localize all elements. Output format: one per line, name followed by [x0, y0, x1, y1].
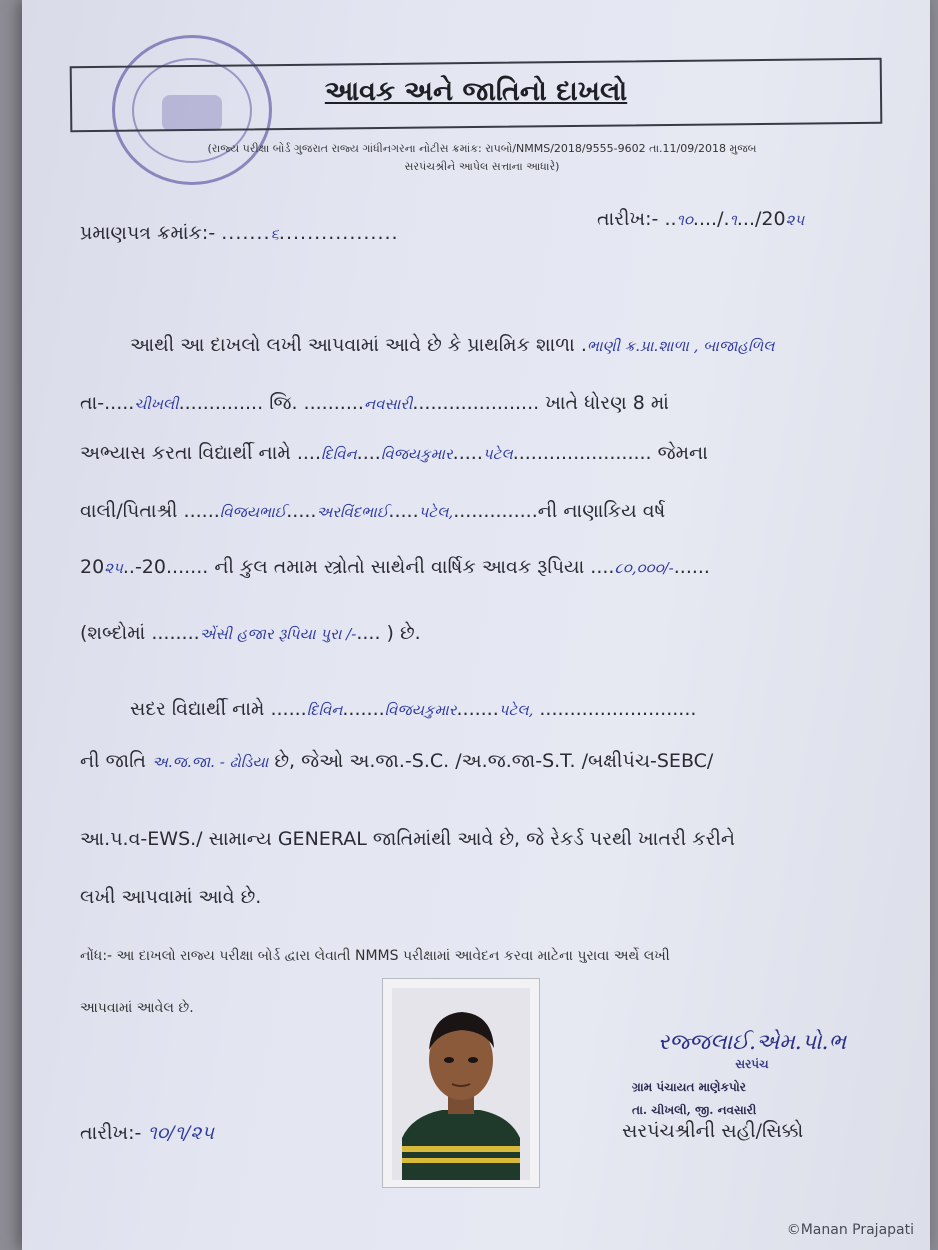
caste-text-a: છે, જેઓ અ.જા.-S.C. /અ.જ.જા-S.T. /બક્ષીપંચ-SEBC/	[274, 750, 714, 772]
certificate-number-label: પ્રમાણપત્ર ક્રમાંક:-	[80, 222, 216, 244]
taluka-value: ચીખલી	[134, 395, 179, 413]
body-text-1: આથી આ દાખલો લખી આપવામાં આવે છે કે પ્રાથમિક શાળા	[130, 334, 575, 356]
body-line-2: તા-.....ચીખલી.............. જિ. ..........નવસારી..................... ખાતે ધોરણ 8 માં	[80, 392, 669, 414]
caste-text-b: આ.પ.વ-EWS./ સામાન્ય GENERAL જાતિમાંથી આવે છે, જે રેકર્ડ પરથી ખાતરી કરીને	[80, 828, 736, 850]
guardian-label: વાલી/પિતાશ્રી	[80, 500, 178, 522]
income-text: ની કુલ તમામ સ્ત્રોતો સાથેની વાર્ષિક આવક રૂપિયા	[214, 556, 585, 578]
date-label: તારીખ:-	[597, 208, 659, 230]
fy-prefix: 20	[80, 556, 105, 578]
footer-date-label: તારીખ:-	[80, 1122, 142, 1144]
p2-last-name: પટેલ,	[498, 701, 534, 719]
subtitle-line-1: (રાજ્ય પરીક્ષા બોર્ડ ગુજરાત રાજ્ય ગાંધીનગરના નોટીસ ક્રમાંક: રાપબો/NMMS/2018/9555-9602 તા.11/09/2018 મુજબ	[207, 142, 757, 155]
student-first-name: દિવિન	[320, 445, 357, 463]
sarpanch-signature: રજ્જલાઈ.એમ.પો.ભ	[657, 1030, 847, 1055]
photo-credit: ©Manan Prajapati	[786, 1222, 914, 1238]
khate-text: ખાતે ધોરણ 8 માં	[545, 392, 669, 414]
certificate-title: આવક અને જાતિનો દાખલો	[324, 76, 628, 107]
guardian-first-name: વિજયભાઈ	[219, 503, 287, 521]
fy-hand: ૨૫	[104, 559, 123, 577]
p2-first-name: દિવિન	[306, 701, 343, 719]
body-line-1: આથી આ દાખલો લખી આપવામાં આવે છે કે પ્રાથમિક શાળા .ભાણી ક્ર.પ્રા.શાળા , બાજાહળિલ	[130, 334, 775, 356]
body-line-8	[80, 750, 713, 772]
certificate-number-value: ૬	[270, 225, 279, 243]
date-month: ૧	[729, 211, 737, 229]
student-photo	[392, 988, 530, 1180]
footer-date-row	[80, 1122, 214, 1144]
district-value: નવસારી	[363, 395, 413, 413]
date-year-prefix: 20	[761, 208, 786, 230]
date-day: ૧૦	[676, 211, 693, 229]
guardian-last-name: પટેલ,	[418, 503, 454, 521]
subtitle	[82, 140, 882, 176]
student-middle-name: વિજયકુમાર	[380, 445, 453, 463]
words-amount: એંસી હજાર રૂપિયા પુરા /-	[199, 625, 357, 643]
p2-middle-name: વિજયકુમાર	[384, 701, 457, 719]
p2-text: સદર વિદ્યાર્થી નામે	[130, 698, 265, 720]
certificate-paper	[22, 0, 930, 1250]
body-line-4: વાલી/પિતાશ્રી ......વિજયભાઈ.....અરવિંદભાઈ.....પટેલ,..............ની નાણાકિય વર્ષ	[80, 500, 666, 522]
sarpanch-title: સરપંચ	[735, 1057, 769, 1071]
signature-block	[622, 1030, 882, 1142]
caste-value: અ.જ.જા. - ઢોડિયા	[152, 753, 269, 771]
date-year-suffix: ૨૫	[785, 211, 805, 229]
abhyas-text: અભ્યાસ કરતા વિદ્યાર્થી નામે	[80, 442, 291, 464]
body-line-9	[80, 828, 735, 850]
taluka-label: તા-	[80, 392, 105, 414]
body-line-5: 20૨૫..-20....... ની કુલ તમામ સ્ત્રોતો સાથેની વાર્ષિક આવક રૂપિયા ....૮૦,૦૦૦/-......	[80, 556, 710, 578]
date-row: તારીખ:- ..૧૦..../.૧.../20૨૫	[597, 208, 805, 230]
body-line-10	[80, 886, 261, 908]
fy-dash: -20	[134, 556, 166, 578]
footer-date-value: ૧૦/૧/૨૫	[147, 1122, 214, 1144]
certificate-number-row: પ્રમાણપત્ર ક્રમાંક:- .......૬.................	[80, 222, 399, 244]
note-line-2: આપવામાં આવેલ છે.	[80, 1000, 194, 1016]
district-label: જિ.	[269, 392, 298, 414]
note-line-1: નોંધ:- આ દાખલો રાજ્ય પરીક્ષા બોર્ડ દ્વારા લેવાતી NMMS પરીક્ષામાં આવેદન કરવા માટેના પુરાવા અર્થે લખી	[80, 948, 670, 964]
student-portrait-icon	[392, 988, 530, 1180]
body-line-3: અભ્યાસ કરતા વિદ્યાર્થી નામે ....દિવિન....વિજયકુમાર.....પટેલ....................... જેમના	[80, 442, 708, 464]
nanakiya-text: ની નાણાકિય વર્ષ	[537, 500, 666, 522]
caste-text-c: લખી આપવામાં આવે છે.	[80, 886, 262, 908]
caste-label: ની જાતિ	[80, 750, 147, 772]
body-line-6: (શબ્દોમાં ........એંસી હજાર રૂપિયા પુરા /-.... ) છે.	[80, 622, 421, 644]
school-name: ભાણી ક્ર.પ્રા.શાળા , બાજાહળિલ	[586, 337, 775, 355]
body-line-7: સદર વિદ્યાર્થી નામે ......દિવિન.......વિજયકુમાર.......પટેલ, ..........................	[130, 698, 697, 720]
panchayat-taluka: તા. ચીખલી, જી. નવસારી	[632, 1103, 757, 1117]
words-end: ) છે.	[386, 622, 421, 644]
gram-panchayat: ગ્રામ પંચાયત માણેકપોર	[632, 1080, 746, 1094]
words-label: (શબ્દોમાં	[80, 622, 146, 644]
signature-label: સરપંચશ્રીની સહી/સિક્કો	[622, 1120, 804, 1142]
student-last-name: પટેલ	[482, 445, 513, 463]
guardian-middle-name: અરવિંદભાઈ	[316, 503, 389, 521]
jemna-text: જેમના	[657, 442, 708, 464]
income-amount: ૮૦,૦૦૦/-	[614, 559, 674, 577]
subtitle-line-2: સરપંચશ્રીને આપેલ સત્તાના આધારે)	[404, 160, 560, 173]
